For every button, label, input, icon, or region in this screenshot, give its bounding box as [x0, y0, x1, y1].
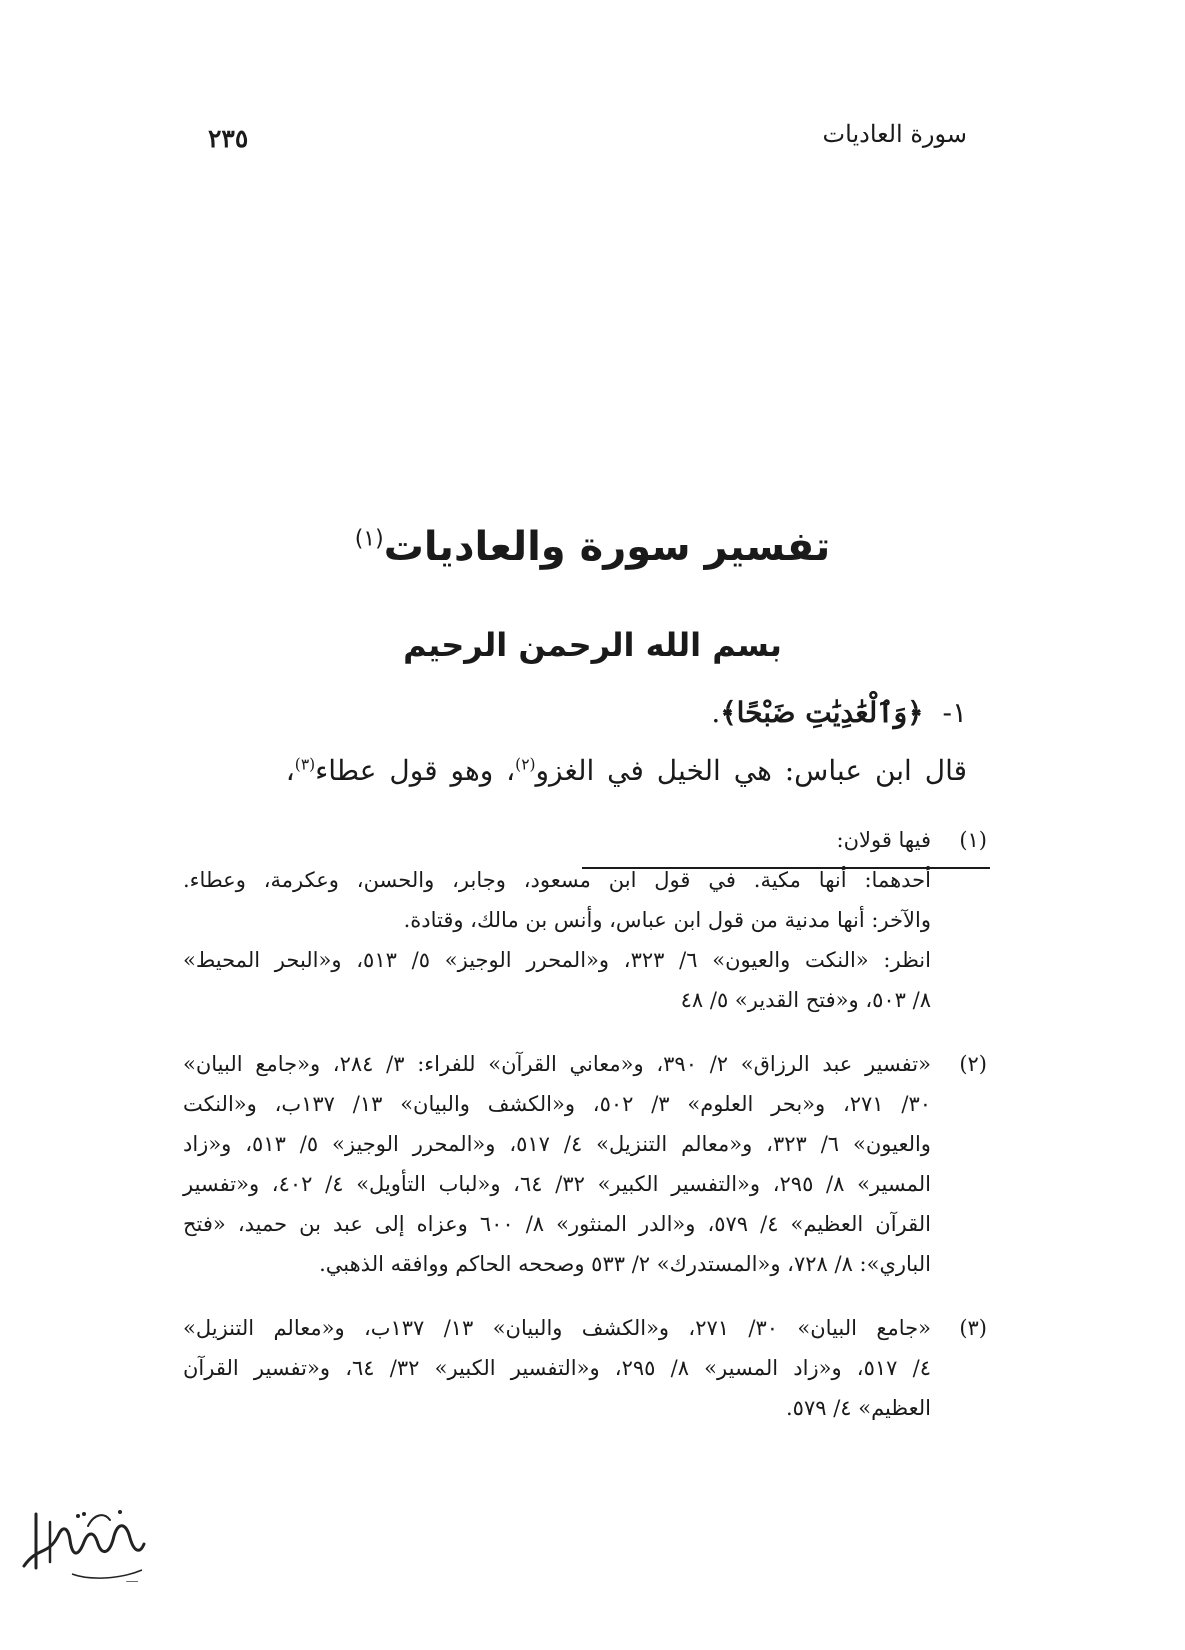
footnote-line: [183, 940, 983, 980]
footnote-text: ٨/ ٥٠٣، و«فتح القدير» ٥/ ٤٨: [680, 988, 931, 1012]
footnote-line: [183, 1124, 983, 1164]
footnote-ref-2[interactable]: (٢): [515, 755, 536, 774]
footnote-text: المسير» ٨/ ٢٩٥، و«التفسير الكبير» ٣٢/ ٦٤، و«لباب التأويل» ٤/ ٤٠٢، و«تفسير: [183, 1172, 931, 1196]
footnote-line: [183, 1348, 983, 1388]
footnote-3: [183, 1308, 987, 1428]
footnote-marker: (٢): [959, 1052, 987, 1076]
footnote-ref-1[interactable]: (١): [354, 526, 384, 552]
footnote-line: [183, 860, 983, 900]
body-text-1: قال ابن عباس: هي الخيل في الغزو: [535, 754, 967, 787]
chapter-title-text: تفسير سورة والعاديات: [383, 524, 831, 570]
footnote-line: [183, 1244, 983, 1284]
footnote-line: [183, 1044, 987, 1084]
svg-text:ـــــ: ـــــ: [126, 1575, 138, 1584]
body-text-2: ، وهو قول عطاء: [315, 754, 516, 787]
footnote-line: [183, 820, 987, 860]
footnote-text: والآخر: أنها مدنية من قول ابن عباس، وأنس بن مالك، وقتادة.: [403, 908, 931, 932]
quran-verse-text: ﴿وَٱلْعَٰدِيَٰتِ ضَبْحًا﴾: [720, 696, 924, 729]
footnote-line: [183, 980, 983, 1020]
running-title: سورة العاديات: [822, 120, 967, 148]
footnote-text: ٤/ ٥١٧، و«زاد المسير» ٨/ ٢٩٥، و«التفسير الكبير» ٣٢/ ٦٤، و«تفسير القرآن: [183, 1356, 931, 1380]
footnote-text: القرآن العظيم» ٤/ ٥٧٩، و«الدر المنثور» ٨/ ٦٠٠ وعزاه إلى عبد بن حميد، «فتح: [183, 1212, 931, 1236]
footnote-text: انظر: «النكت والعيون» ٦/ ٣٢٣، و«المحرر الوجيز» ٥/ ٥١٣، و«البحر المحيط»: [183, 948, 931, 972]
footnote-ref-3[interactable]: (٣): [294, 755, 316, 774]
footnote-text: «تفسير عبد الرزاق» ٢/ ٣٩٠، و«معاني القرآن» للفراء: ٣/ ٢٨٤، و«جامع البيان»: [183, 1052, 931, 1076]
footnote-line: [183, 1204, 983, 1244]
footnote-text: أحدهما: أنها مكية. في قول ابن مسعود، وجابر، والحسن، وعكرمة، وعطاء.: [183, 868, 931, 892]
verse-end-punct: .: [711, 696, 721, 729]
footnote-text: الباري»: ٨/ ٧٢٨، و«المستدرك» ٢/ ٥٣٣ وصححه الحاكم ووافقه الذهبي.: [319, 1252, 931, 1276]
footnote-line: [183, 1388, 983, 1428]
footnote-marker: (٣): [959, 1316, 987, 1340]
footnote-line: [183, 1164, 983, 1204]
footnote-text: ٣٠/ ٢٧١، و«بحر العلوم» ٣/ ٥٠٢، و«الكشف والبيان» ١٣/ ١٣٧ب، و«النكت: [183, 1092, 932, 1116]
footnote-text: والعيون» ٦/ ٣٢٣، و«معالم التنزيل» ٤/ ٥١٧، و«المحرر الوجيز» ٥/ ٥١٣، و«زاد: [183, 1132, 931, 1156]
footnote-text: العظيم» ٤/ ٥٧٩.: [785, 1396, 931, 1420]
footnote-line: [183, 1084, 983, 1124]
footnote-text: «جامع البيان» ٣٠/ ٢٧١، و«الكشف والبيان» ١٣/ ١٣٧ب، و«معالم التنزيل»: [183, 1316, 931, 1340]
chapter-title: [0, 524, 1185, 570]
footnote-text: فيها قولان:: [836, 828, 931, 852]
page-number: ٢٣٥: [208, 124, 249, 153]
footnote-2: [183, 1044, 987, 1284]
watermark-stamp: [18, 1496, 148, 1584]
body-paragraph: [286, 754, 967, 787]
verse-line: [711, 696, 967, 729]
footnote-marker: (١): [959, 828, 987, 852]
footnote-line: [183, 1308, 987, 1348]
body-text-3: ،: [285, 754, 295, 787]
verse-number: ١-: [942, 696, 967, 729]
footnote-1: [183, 820, 987, 1020]
basmala: بسم الله الرحمن الرحيم: [403, 626, 782, 664]
footnote-line: [183, 900, 983, 940]
